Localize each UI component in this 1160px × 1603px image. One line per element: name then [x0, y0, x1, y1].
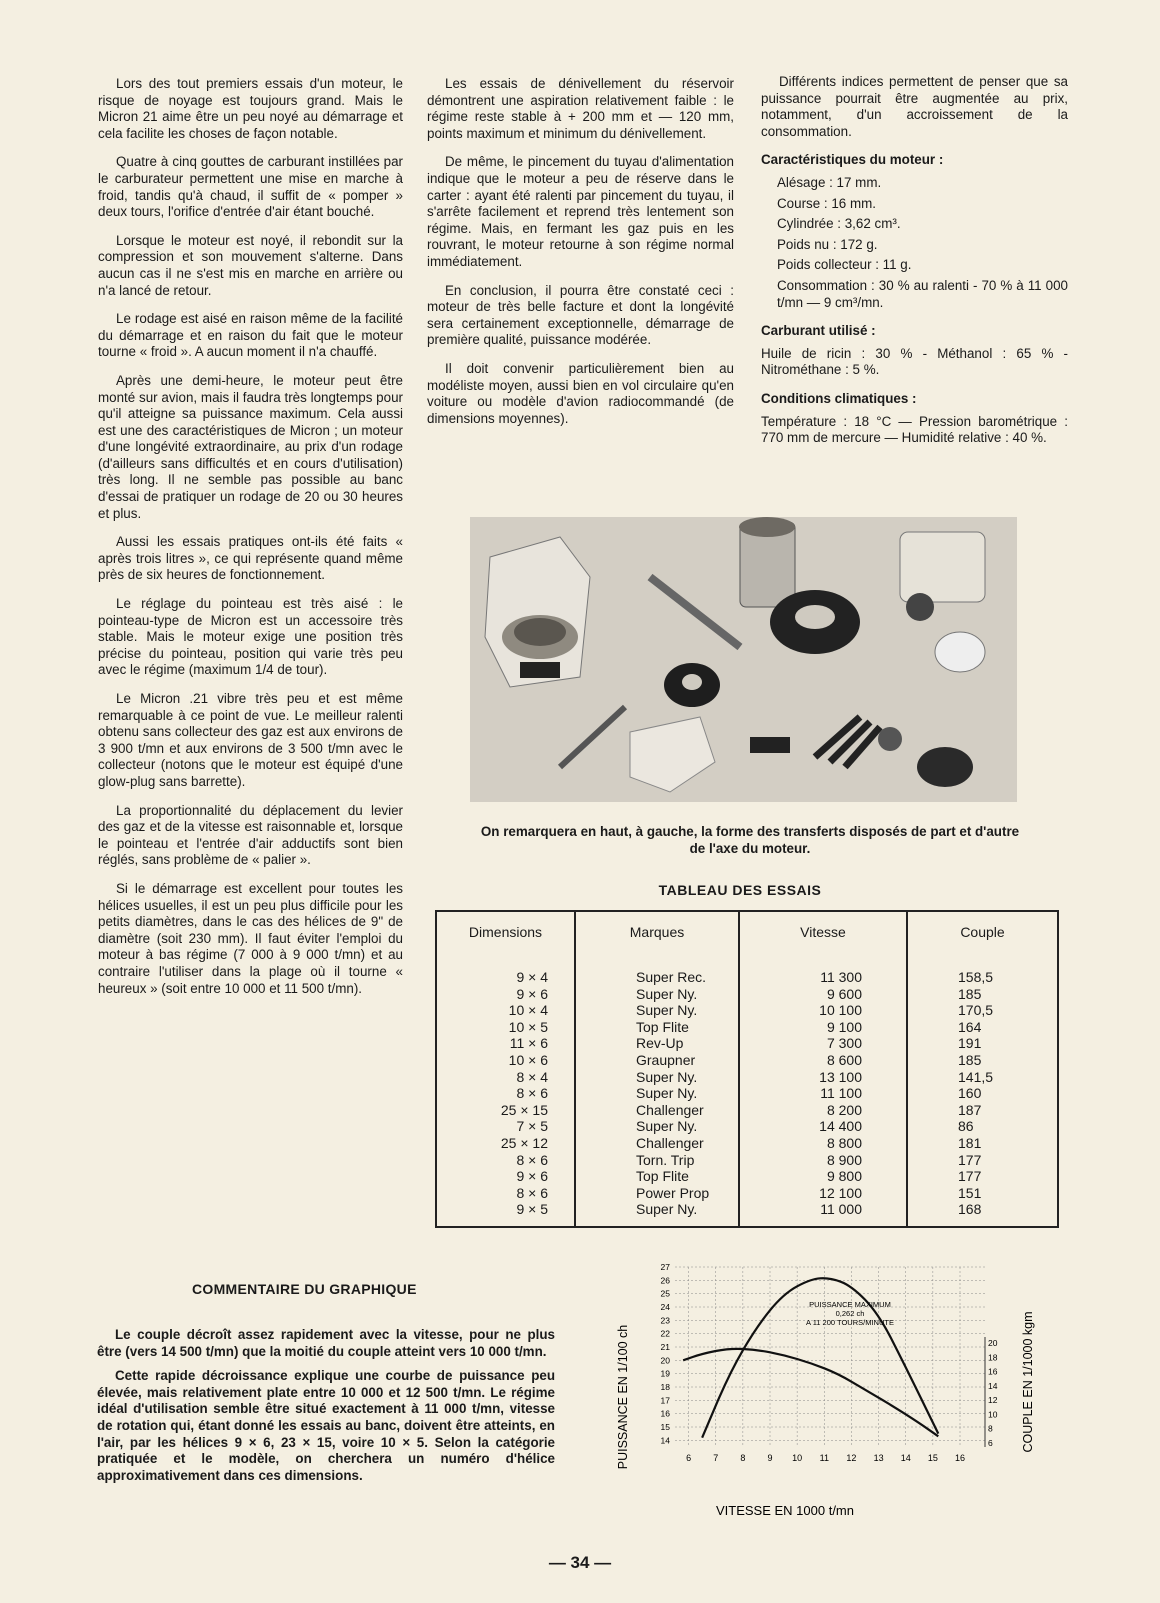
- table-cell-vitesse: 11 100: [820, 1085, 862, 1102]
- spec-item: Poids collecteur : 11 g.: [777, 257, 912, 273]
- table-cell-dimensions: 25 × 12: [500, 1134, 548, 1151]
- y-left-tick-label: 25: [660, 1288, 670, 1299]
- table-cell-vitesse: 12 100: [819, 1184, 862, 1201]
- max-power-annotation: [806, 1300, 894, 1327]
- photo-caption: On remarquera en haut, à gauche, la forme des transferts disposés de part et d'autre de l'axe du moteur.: [480, 824, 1020, 856]
- x-tick-label: 9: [767, 1453, 773, 1463]
- y-right-tick-label: 10: [988, 1409, 998, 1420]
- table-cell-marques: Challenger: [636, 1101, 704, 1118]
- y-left-tick-label: 14: [660, 1435, 670, 1446]
- table-cell-marques: Rev-Up: [636, 1035, 684, 1052]
- x-tick-label: 12: [846, 1453, 857, 1463]
- y-left-tick-label: 27: [660, 1262, 670, 1272]
- table-cell-couple: 187: [958, 1101, 982, 1118]
- col2-paragraph: En conclusion, il pourra être constaté ceci : moteur de très belle facture et dont la longévité sera certainement exceptionnelle, démarrage de première qualité, puissance modérée.: [427, 282, 734, 348]
- y-axis-right-label: COUPLE EN 1/1000 kgm: [1021, 1311, 1035, 1453]
- table-cell-vitesse: 8 200: [826, 1101, 862, 1118]
- vitesse-cells: [740, 969, 906, 1218]
- table-cell-marques: Super Ny.: [636, 1085, 698, 1102]
- x-tick-label: 7: [713, 1453, 719, 1463]
- table-cell-marques: Super Ny.: [636, 1118, 698, 1135]
- x-tick-label: 13: [873, 1453, 884, 1463]
- y-left-tick-label: 21: [660, 1342, 670, 1352]
- x-tick-label: 6: [686, 1453, 692, 1463]
- spec-item: Consommation : 30 % au ralenti - 70 % à 11 000 t/mn — 9 cm³/mn.: [777, 277, 1068, 310]
- y-right-tick-label: 20: [988, 1338, 998, 1348]
- comment-paragraph: Cette rapide décroissance explique une courbe de puissance peu élevée, mais relativement plate entre 10 000 et 12 500 t/mn. Le régime idéal d'utilisation semble être situé exactement à 11 000 t/mn, vitesse de rotation qui, étant donné les essais au banc, doivent être atteints, en l'air, par les hélices 9 × 6, 23 × 15, voire 10 × 5. Selon la catégorie pratiquée et le modèle, on cherchera un numéro d'hélice approximativement dans ces dimensions.: [97, 1368, 555, 1483]
- comment-title: COMMENTAIRE DU GRAPHIQUE: [192, 1281, 417, 1297]
- table-cell-marques: Top Flite: [636, 1168, 689, 1185]
- y-left-tick-label: 18: [660, 1382, 670, 1392]
- couple-cells: [908, 969, 1057, 1218]
- y-left-tick-label: 24: [660, 1302, 670, 1312]
- table-cell-dimensions: 9 × 4: [516, 969, 548, 985]
- specs-list: [761, 175, 1068, 311]
- table-cell-vitesse: 11 300: [820, 969, 862, 985]
- col1-paragraph: Aussi les essais pratiques ont-ils été faits « après trois litres », ce qui représente quand même près de six heures de fonctionnement.: [98, 534, 403, 583]
- y-left-tick-label: 20: [660, 1355, 670, 1366]
- table-cell-vitesse: 11 000: [820, 1201, 862, 1218]
- results-table: [435, 910, 1059, 1228]
- chart-ticks: [661, 1262, 998, 1463]
- x-tick-label: 11: [819, 1453, 829, 1463]
- table-cell-dimensions: 8 × 6: [516, 1184, 548, 1201]
- y-right-tick-label: 8: [988, 1423, 993, 1434]
- page-number: — 34 —: [548, 1553, 612, 1572]
- specs-intro: Différents indices permettent de penser que sa puissance pourrait être augmentée au prix, notamment, d'un accroissement de la consommation.: [761, 74, 1068, 139]
- spec-item: Cylindrée : 3,62 cm³.: [777, 216, 901, 232]
- table-cell-vitesse: 9 600: [826, 985, 862, 1002]
- header-marques: Marques: [629, 924, 685, 940]
- spec-item: Course : 16 mm.: [777, 195, 876, 211]
- col1-paragraph: Lors des tout premiers essais d'un moteur, le risque de noyage est toujours grand. Mais le Micron 21 aime être un peu noyé au démarrage et cela facilite les choses de façon notable.: [98, 76, 403, 141]
- col1-paragraph: Quatre à cinq gouttes de carburant instillées par le carburateur permettent une mise en marche à froid, tandis qu'à chaud, il suffit de « pomper » deux tours, l'orifice d'entrée d'air étant bouché.: [98, 154, 403, 220]
- y-left-tick-label: 19: [660, 1368, 670, 1379]
- table-cell-dimensions: 7 × 5: [516, 1118, 548, 1135]
- header-vitesse: Vitesse: [800, 924, 846, 940]
- table-cell-vitesse: 8 800: [826, 1134, 862, 1151]
- table-cell-marques: Power Prop: [636, 1184, 710, 1201]
- comment-text: [97, 1327, 555, 1492]
- y-left-tick-label: 16: [660, 1408, 670, 1419]
- table-cell-marques: Torn. Trip: [636, 1151, 695, 1168]
- y-axis-left-label: PUISSANCE EN 1/100 ch: [616, 1324, 630, 1470]
- article-column-3: [761, 74, 1068, 447]
- y-right-tick-label: 16: [988, 1366, 998, 1377]
- table-cell-dimensions: 8 × 6: [516, 1085, 548, 1102]
- table-cell-vitesse: 8 900: [826, 1151, 862, 1168]
- table-cell-couple: 158,5: [958, 969, 994, 985]
- table-cell-couple: 170,5: [958, 1002, 994, 1019]
- table-cell-couple: 86: [958, 1118, 974, 1135]
- col-couple: [908, 912, 1057, 1226]
- table-cell-vitesse: 9 100: [826, 1018, 862, 1035]
- table-cell-vitesse: 13 100: [819, 1068, 862, 1085]
- chart-grid: [675, 1267, 985, 1447]
- table-cell-couple: 160: [958, 1085, 982, 1102]
- x-axis-label: VITESSE EN 1000 t/mn: [715, 1503, 855, 1518]
- header-dimensions: Dimensions: [468, 924, 543, 940]
- marques-cells: [576, 969, 738, 1218]
- table-cell-dimensions: 8 × 6: [516, 1151, 548, 1168]
- specs-title: Caractéristiques du moteur :: [761, 152, 944, 168]
- table-cell-couple: 151: [958, 1184, 982, 1201]
- table-cell-couple: 191: [958, 1035, 982, 1052]
- table-cell-marques: Challenger: [636, 1134, 704, 1151]
- fuel-text: Huile de ricin : 30 % - Méthanol : 65 % - Nitrométhane : 5 %.: [761, 345, 1068, 378]
- table-cell-marques: Super Ny.: [636, 1002, 698, 1019]
- col1-paragraph: Lorsque le moteur est noyé, il rebondit sur la compression et son mouvement s'alterne. Dans aucun cas il ne s'est mis en marche en arrière ou n'a lancé de retour.: [98, 232, 403, 298]
- table-cell-dimensions: 10 × 5: [508, 1018, 548, 1035]
- engine-parts-photo: [470, 517, 1017, 802]
- col2-paragraph: De même, le pincement du tuyau d'alimentation indique que le moteur a peu de réserve dans le carter : ayant été ralenti par pincement du tuyau, il s'arrête facilement et reprend très lentement son régime. Mais, en fermant les gaz puis en les rouvrant, le moteur retourne à son régime normal immédiatement.: [427, 154, 734, 269]
- col1-paragraph: Après une demi-heure, le moteur peut être monté sur avion, mais il faudra très longtemps pour qu'il atteigne sa puissance maximum. Cela aussi est une des caractéristiques de Micron ; un moteur d'une longévité extraordinaire, au prix d'un rodage (d'ailleurs sans difficultés et en cours d'utilisation) très long. Il ne semble pas possible au banc d'essai de pratiquer un rodage de 20 ou 30 heures et plus.: [98, 372, 403, 521]
- x-tick-label: 14: [900, 1453, 911, 1463]
- col1-paragraph: Le Micron .21 vibre très peu et est même remarquable à ce point de vue. Le meilleur ralenti obtenu sans collecteur des gaz est aux environs de 3 900 t/mn et aux environs de 3 500 t/mn avec le collecteur (notons que le moteur est équipé d'une glow-plug sans barrette).: [98, 691, 403, 789]
- article-column-1: [98, 76, 403, 1009]
- y-right-tick-label: 18: [988, 1352, 998, 1363]
- table-cell-dimensions: 9 × 6: [516, 1168, 548, 1185]
- table-cell-marques: Super Ny.: [636, 985, 698, 1002]
- table-cell-vitesse: 10 100: [819, 1002, 862, 1019]
- y-left-tick-label: 26: [660, 1275, 670, 1286]
- power-torque-chart: [605, 1262, 1045, 1522]
- engine-parts-illustration: [470, 517, 1017, 802]
- col1-paragraph: Le réglage du pointeau est très aisé : le pointeau-type de Micron est un accessoire très stable. Mais le moteur exige une position très précise du pointeau, position qui varie très peu avec le régime (maximum 1/4 de tour).: [98, 596, 403, 678]
- article-column-2: [427, 76, 734, 439]
- table-cell-marques: Super Rec.: [636, 969, 707, 985]
- annotation-line: A 11 200 TOURS/MINUTE: [806, 1318, 894, 1327]
- table-cell-dimensions: 10 × 4: [508, 1002, 548, 1019]
- y-left-tick-label: 23: [660, 1315, 670, 1326]
- table-cell-vitesse: 7 300: [826, 1035, 862, 1052]
- table-cell-couple: 177: [958, 1168, 982, 1185]
- table-cell-couple: 141,5: [958, 1068, 994, 1085]
- x-tick-label: 8: [740, 1453, 746, 1463]
- table-cell-couple: 177: [958, 1151, 982, 1168]
- col-marques: [576, 912, 740, 1226]
- y-left-tick-label: 15: [660, 1422, 670, 1432]
- annotation-line: 0,262 ch: [835, 1309, 865, 1318]
- col1-paragraph: Si le démarrage est excellent pour toutes les hélices usuelles, il est un peu plus difficile pour les petits diamètres, dans le cas des hélices de 9" de diamètre (soit 230 mm). Il faut éviter l'emploi du moteur à bas régime (7 000 à 9 000 t/mn) et au contraire l'utiliser dans la plage où il tourne « heureux » (soit entre 10 000 et 11 500 t/mn).: [98, 880, 403, 996]
- col2-paragraph: Les essais de dénivellement du réservoir démontrent une aspiration relativement faible : le régime reste stable à + 200 mm et — 120 mm, points maximum et minimum du dénivellement.: [427, 76, 734, 141]
- y-right-tick-label: 14: [988, 1380, 998, 1391]
- table-cell-couple: 181: [958, 1134, 982, 1151]
- table-cell-dimensions: 25 × 15: [500, 1101, 548, 1118]
- table-cell-marques: Super Ny.: [636, 1201, 698, 1218]
- col1-paragraph: La proportionnalité du déplacement du levier des gaz et de la vitesse est raisonnable et, lorsque le pointeau et l'entrée d'air adductifs sont bien réglés, sans problème de « palier ».: [98, 802, 403, 868]
- y-left-tick-label: 22: [660, 1328, 670, 1339]
- table-cell-dimensions: 9 × 5: [516, 1201, 548, 1218]
- table-cell-dimensions: 10 × 6: [508, 1051, 548, 1068]
- table-cell-vitesse: 8 600: [826, 1051, 862, 1068]
- col2-paragraph: Il doit convenir particulièrement bien au modéliste moyen, aussi bien en vol circulaire qu'en voiture ou modèle d'avion radiocommandé (de dimensions moyennes).: [427, 360, 734, 426]
- spec-item: Alésage : 17 mm.: [777, 174, 882, 190]
- col1-paragraph: Le rodage est aisé en raison même de la facilité du démarrage et en raison du fait que le moteur tourne « froid ». A aucun moment il n'a chauffé.: [98, 311, 403, 360]
- y-right-tick-label: 6: [988, 1438, 993, 1448]
- climate-text: Température : 18 °C — Pression barométrique : 770 mm de mercure — Humidité relative : 40 %.: [761, 413, 1068, 446]
- col-vitesse: [740, 912, 908, 1226]
- table-cell-couple: 168: [958, 1201, 982, 1218]
- x-tick-label: 15: [927, 1453, 938, 1463]
- spec-item: Poids nu : 172 g.: [777, 236, 878, 252]
- table-cell-couple: 185: [958, 985, 982, 1002]
- table-cell-marques: Super Ny.: [636, 1068, 698, 1085]
- x-tick-label: 10: [792, 1453, 803, 1463]
- table-cell-couple: 164: [958, 1018, 982, 1035]
- table-cell-couple: 185: [958, 1051, 982, 1068]
- header-couple: Couple: [960, 924, 1005, 940]
- table-cell-vitesse: 14 400: [819, 1118, 862, 1135]
- dimensions-cells: [437, 969, 574, 1218]
- table-cell-dimensions: 9 × 6: [516, 985, 548, 1002]
- comment-paragraph: Le couple décroît assez rapidement avec la vitesse, pour ne plus être (vers 14 500 t/mn) que la moitié du couple atteint vers 10 000 t/mn.: [97, 1327, 555, 1359]
- table-cell-marques: Graupner: [636, 1051, 696, 1068]
- y-left-tick-label: 17: [660, 1395, 670, 1406]
- table-cell-dimensions: 8 × 4: [516, 1068, 548, 1085]
- col-dimensions: [437, 912, 576, 1226]
- climate-title: Conditions climatiques :: [761, 390, 917, 406]
- table-cell-marques: Top Flite: [636, 1018, 689, 1035]
- y-right-tick-label: 12: [988, 1395, 998, 1406]
- annotation-line: PUISSANCE MAXIMUM: [809, 1300, 891, 1309]
- table-cell-dimensions: 11 × 6: [509, 1035, 548, 1052]
- x-tick-label: 16: [954, 1453, 966, 1463]
- table-cell-vitesse: 9 800: [826, 1168, 862, 1185]
- table-title: TABLEAU DES ESSAIS: [658, 882, 822, 898]
- fuel-title: Carburant utilisé :: [761, 323, 876, 339]
